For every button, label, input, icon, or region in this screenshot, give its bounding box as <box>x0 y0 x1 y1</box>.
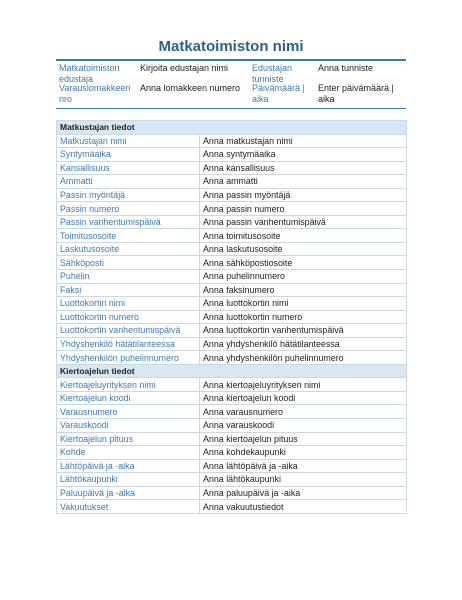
field-label: Ammatti <box>57 175 200 189</box>
field-value[interactable]: Anna kiertoajelun koodi <box>200 391 407 405</box>
form-row <box>57 351 407 365</box>
field-value[interactable]: Anna paluupäivä ja -aika <box>200 486 407 500</box>
field-label: Passin numero <box>57 202 200 216</box>
section-heading: Kiertoajelun tiedot <box>57 364 407 378</box>
page-title: Matkatoimiston nimi <box>158 38 304 55</box>
form-row <box>57 270 407 284</box>
form-row <box>57 134 407 148</box>
field-label: Luottokortin nimi <box>57 297 200 311</box>
agent-id-label: Edustajan tunniste <box>252 63 293 84</box>
form-row <box>57 419 407 433</box>
field-label: Passin myöntäjä <box>57 188 200 202</box>
field-label: Luottokortin numero <box>57 310 200 324</box>
form-row <box>57 242 407 256</box>
field-label: Kiertoajeluyrityksen nimi <box>57 378 200 392</box>
form-row <box>57 215 407 229</box>
form-row <box>57 297 407 311</box>
field-label: Puhelin <box>57 270 200 284</box>
field-value[interactable]: Anna passin numero <box>200 202 407 216</box>
field-value[interactable]: Anna matkustajan nimi <box>200 134 407 148</box>
header-row-1 <box>56 63 406 83</box>
field-value[interactable]: Anna ammatti <box>200 175 407 189</box>
form-row <box>57 202 407 216</box>
field-label: Sähköposti <box>57 256 200 270</box>
form-row <box>57 337 407 351</box>
form-row <box>57 459 407 473</box>
field-label: Passin vanhentumispäivä <box>57 215 200 229</box>
agent-representative-field[interactable]: Kirjoita edustajan nimi <box>140 63 229 73</box>
field-label: Kohde <box>57 446 200 460</box>
section-header <box>57 364 407 378</box>
form-row <box>57 161 407 175</box>
form-row <box>57 229 407 243</box>
form-row <box>57 310 407 324</box>
field-label: Vakuutukset <box>57 500 200 514</box>
field-value[interactable]: Anna toimitusosoite <box>200 229 407 243</box>
field-label: Kiertoajelun koodi <box>57 391 200 405</box>
form-row <box>57 148 407 162</box>
field-label: Matkustajan nimi <box>57 134 200 148</box>
field-value[interactable]: Anna puhelinnumero <box>200 270 407 284</box>
booking-form-table <box>56 120 407 514</box>
field-label: Syntymäaika <box>57 148 200 162</box>
field-label: Laskutusosoite <box>57 242 200 256</box>
field-value[interactable]: Anna laskutusosoite <box>200 242 407 256</box>
field-label: Lähtökaupunki <box>57 473 200 487</box>
field-value[interactable]: Anna varauskoodi <box>200 419 407 433</box>
form-row <box>57 175 407 189</box>
form-row <box>57 486 407 500</box>
field-value[interactable]: Anna kiertoajeluyrityksen nimi <box>200 378 407 392</box>
form-number-field[interactable]: Anna lomakkeen numero <box>140 83 241 93</box>
header-block <box>56 63 406 107</box>
field-value[interactable]: Anna passin myöntäjä <box>200 188 407 202</box>
header-divider <box>56 108 406 109</box>
section-header <box>57 121 407 135</box>
form-row <box>57 324 407 338</box>
field-value[interactable]: Anna yhdyshenkilön puhelinnumero <box>200 351 407 365</box>
field-label: Toimitusosoite <box>57 229 200 243</box>
field-value[interactable]: Anna kansallisuus <box>200 161 407 175</box>
field-value[interactable]: Anna luottokortin nimi <box>200 297 407 311</box>
field-label: Yhdyshenkilö hätätilanteessa <box>57 337 200 351</box>
header-row-2 <box>56 83 406 107</box>
field-label: Paluupäivä ja -aika <box>57 486 200 500</box>
field-value[interactable]: Anna sähköpostiosoite <box>200 256 407 270</box>
field-value[interactable]: Anna yhdyshenkilö hätätilanteessa <box>200 337 407 351</box>
section-heading: Matkustajan tiedot <box>57 121 407 135</box>
field-value[interactable]: Anna passin vanhentumispäivä <box>200 215 407 229</box>
field-label: Faksi <box>57 283 200 297</box>
field-label: Yhdyshenkilön puhelinnumero <box>57 351 200 365</box>
form-row <box>57 473 407 487</box>
title-divider <box>56 59 406 61</box>
field-label: Kiertoajelun pituus <box>57 432 200 446</box>
form-number-label: Varauslomakkeen nro <box>59 83 131 104</box>
field-label: Varausnumero <box>57 405 200 419</box>
field-label: Luottokortin vanhentumispäivä <box>57 324 200 338</box>
form-row <box>57 256 407 270</box>
field-value[interactable]: Anna syntymäaika <box>200 148 407 162</box>
form-row <box>57 432 407 446</box>
field-label: Kansallisuus <box>57 161 200 175</box>
field-value[interactable]: Anna luottokortin numero <box>200 310 407 324</box>
form-row <box>57 378 407 392</box>
date-time-label: Päivämäärä | aika <box>252 83 305 104</box>
field-value[interactable]: Anna lähtökaupunki <box>200 473 407 487</box>
form-row <box>57 188 407 202</box>
field-value[interactable]: Anna vakuutustiedot <box>200 500 407 514</box>
field-value[interactable]: Anna faksinumero <box>200 283 407 297</box>
field-label: Lähtöpäivä ja -aika <box>57 459 200 473</box>
field-value[interactable]: Anna kohdekaupunki <box>200 446 407 460</box>
agent-representative-label: Matkatoimiston edustaja <box>59 63 120 84</box>
field-value[interactable]: Anna lähtöpäivä ja -aika <box>200 459 407 473</box>
form-row <box>57 283 407 297</box>
form-row <box>57 446 407 460</box>
field-value[interactable]: Anna luottokortin vanhentumispäivä <box>200 324 407 338</box>
field-label: Varauskoodi <box>57 419 200 433</box>
form-row <box>57 405 407 419</box>
date-time-field[interactable]: Enter päivämäärä | aika <box>318 83 394 104</box>
agent-id-field[interactable]: Anna tunniste <box>318 63 374 73</box>
form-row <box>57 391 407 405</box>
field-value[interactable]: Anna kiertoajelun pituus <box>200 432 407 446</box>
field-value[interactable]: Anna varausnumero <box>200 405 407 419</box>
form-row <box>57 500 407 514</box>
